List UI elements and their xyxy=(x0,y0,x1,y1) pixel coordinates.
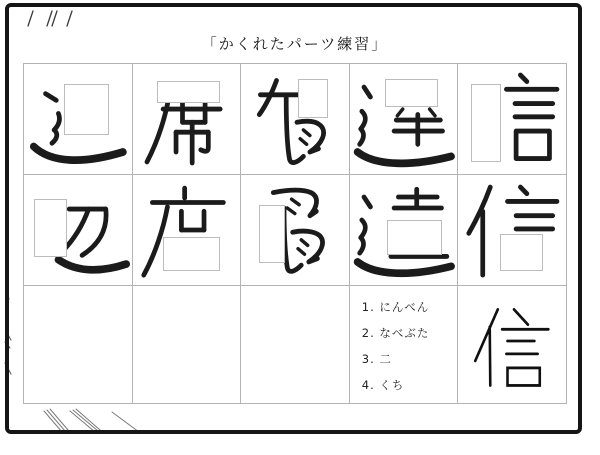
kanji-cell-seki xyxy=(133,64,242,175)
kanji-cell-shin2 xyxy=(458,175,567,286)
kanji-cell-tatsu2 xyxy=(350,175,459,286)
kanji-drawing xyxy=(241,64,349,174)
option-item: 3. 二 xyxy=(361,352,392,366)
hidden-part-box xyxy=(157,81,219,103)
options-list xyxy=(350,286,458,393)
hidden-part-box xyxy=(500,234,543,270)
empty-cell xyxy=(133,286,242,404)
answer-cell xyxy=(458,286,567,404)
hidden-part-box xyxy=(64,84,109,136)
option-item: 2. なべぶた xyxy=(361,326,430,340)
hidden-part-box xyxy=(259,205,285,263)
kanji-cell-shin1 xyxy=(458,64,567,175)
hidden-part-box xyxy=(387,220,442,255)
kanji-drawing xyxy=(241,175,349,285)
kanji-cell-hi2 xyxy=(241,175,350,286)
hidden-part-box xyxy=(471,84,501,162)
hidden-part-box xyxy=(163,237,220,271)
handwritten-answer-kanji xyxy=(458,286,566,403)
hidden-part-box xyxy=(34,199,67,257)
empty-cell xyxy=(24,286,133,404)
kanji-cell-hi1 xyxy=(241,64,350,175)
empty-cell xyxy=(241,286,350,404)
option-item: 1. にんべん xyxy=(361,300,430,314)
options-cell xyxy=(350,286,459,404)
kanji-cell-hen2 xyxy=(24,175,133,286)
worksheet-grid xyxy=(23,63,567,404)
kanji-cell-tatsu1 xyxy=(350,64,459,175)
option-item: 4. くち xyxy=(361,378,405,392)
hidden-part-box xyxy=(298,79,328,118)
kanji-cell-do xyxy=(133,175,242,286)
hidden-part-box xyxy=(385,79,438,107)
worksheet-title: 「かくれたパーツ練習」 xyxy=(201,35,389,53)
kanji-cell-hen1 xyxy=(24,64,133,175)
